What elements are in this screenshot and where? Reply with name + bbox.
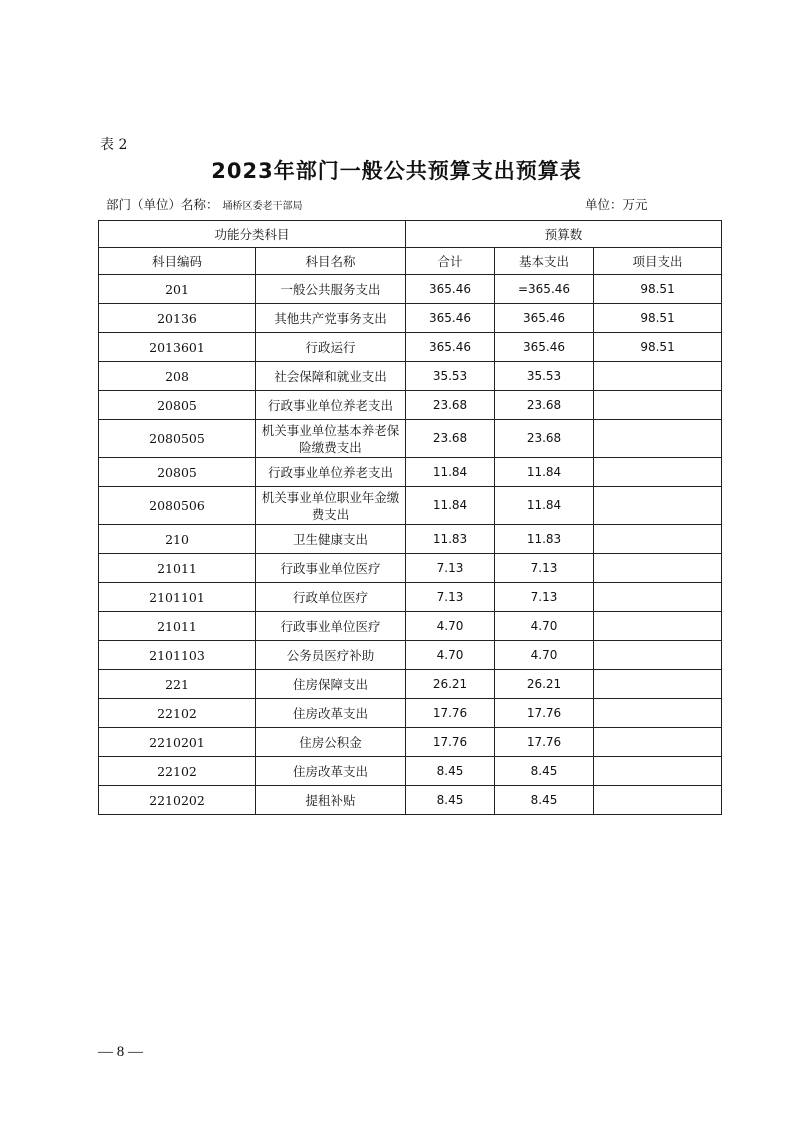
- table-row: [99, 304, 722, 333]
- cell-basic: 8.45: [495, 786, 594, 815]
- cell-basic: 17.76: [495, 699, 594, 728]
- cell-code: 22102: [99, 699, 256, 728]
- table-row: [99, 554, 722, 583]
- header-name: 科目名称: [256, 248, 406, 275]
- cell-name: 提租补贴: [256, 786, 406, 815]
- cell-total: 23.68: [406, 391, 495, 420]
- cell-basic: =365.46: [495, 275, 594, 304]
- cell-total: 4.70: [406, 641, 495, 670]
- cell-name: 行政单位医疗: [256, 583, 406, 612]
- table-label: 表 2: [100, 137, 128, 153]
- cell-name: 卫生健康支出: [256, 525, 406, 554]
- cell-project: [594, 420, 722, 458]
- department-name: 埇桥区委老干部局: [222, 201, 303, 212]
- table-row: [99, 420, 722, 458]
- cell-code: 21011: [99, 554, 256, 583]
- cell-code: 210: [99, 525, 256, 554]
- table-body: [99, 275, 722, 815]
- cell-project: [594, 487, 722, 525]
- table-row: [99, 757, 722, 786]
- table-row: [99, 525, 722, 554]
- cell-total: 23.68: [406, 420, 495, 458]
- table-row: [99, 670, 722, 699]
- table-row: [99, 641, 722, 670]
- cell-total: 11.84: [406, 458, 495, 487]
- table-row: [99, 487, 722, 525]
- header-project: 项目支出: [594, 248, 722, 275]
- cell-basic: 11.83: [495, 525, 594, 554]
- cell-basic: 365.46: [495, 333, 594, 362]
- cell-code: 2101103: [99, 641, 256, 670]
- department-line: [106, 195, 303, 213]
- unit-label: 单位：万元: [585, 197, 648, 212]
- cell-code: 2210201: [99, 728, 256, 757]
- cell-name: 行政事业单位医疗: [256, 554, 406, 583]
- cell-basic: 4.70: [495, 641, 594, 670]
- table-row: [99, 362, 722, 391]
- cell-basic: 35.53: [495, 362, 594, 391]
- cell-project: [594, 525, 722, 554]
- cell-code: 221: [99, 670, 256, 699]
- cell-total: 8.45: [406, 757, 495, 786]
- cell-basic: 7.13: [495, 554, 594, 583]
- cell-basic: 365.46: [495, 304, 594, 333]
- cell-basic: 11.84: [495, 458, 594, 487]
- cell-name: 公务员医疗补助: [256, 641, 406, 670]
- cell-total: 365.46: [406, 304, 495, 333]
- cell-project: 98.51: [594, 304, 722, 333]
- cell-code: 2101101: [99, 583, 256, 612]
- cell-project: 98.51: [594, 333, 722, 362]
- cell-basic: 17.76: [495, 728, 594, 757]
- budget-table: [98, 220, 722, 815]
- header-column-row: [99, 248, 722, 275]
- cell-project: [594, 612, 722, 641]
- cell-code: 2080506: [99, 487, 256, 525]
- cell-project: 98.51: [594, 275, 722, 304]
- cell-project: [594, 391, 722, 420]
- cell-total: 365.46: [406, 333, 495, 362]
- cell-name: 行政事业单位养老支出: [256, 458, 406, 487]
- cell-project: [594, 670, 722, 699]
- header-budget-amount: 预算数: [406, 221, 722, 248]
- table-row: [99, 333, 722, 362]
- cell-name: 行政事业单位养老支出: [256, 391, 406, 420]
- cell-total: 8.45: [406, 786, 495, 815]
- table-row: [99, 699, 722, 728]
- cell-total: 35.53: [406, 362, 495, 391]
- cell-total: 11.84: [406, 487, 495, 525]
- cell-project: [594, 583, 722, 612]
- department-label: 部门（单位）名称：: [106, 197, 219, 212]
- cell-name: 机关事业单位职业年金缴费支出: [256, 487, 406, 525]
- header-functional-classification: 功能分类科目: [99, 221, 406, 248]
- cell-name: 社会保障和就业支出: [256, 362, 406, 391]
- cell-basic: 26.21: [495, 670, 594, 699]
- cell-name: 机关事业单位基本养老保险缴费支出: [256, 420, 406, 458]
- cell-code: 2013601: [99, 333, 256, 362]
- cell-code: 21011: [99, 612, 256, 641]
- cell-total: 365.46: [406, 275, 495, 304]
- cell-name: 一般公共服务支出: [256, 275, 406, 304]
- cell-project: [594, 362, 722, 391]
- cell-code: 20805: [99, 391, 256, 420]
- cell-code: 2210202: [99, 786, 256, 815]
- table-row: [99, 391, 722, 420]
- header-group-row: [99, 221, 722, 248]
- cell-basic: 7.13: [495, 583, 594, 612]
- table-row: [99, 612, 722, 641]
- cell-name: 住房公积金: [256, 728, 406, 757]
- cell-name: 住房改革支出: [256, 757, 406, 786]
- cell-project: [594, 786, 722, 815]
- cell-project: [594, 728, 722, 757]
- page-title: 2023年部门一般公共预算支出预算表: [211, 159, 582, 183]
- cell-total: 17.76: [406, 699, 495, 728]
- cell-name: 住房保障支出: [256, 670, 406, 699]
- header-basic: 基本支出: [495, 248, 594, 275]
- cell-total: 4.70: [406, 612, 495, 641]
- header-code: 科目编码: [99, 248, 256, 275]
- table-row: [99, 583, 722, 612]
- cell-basic: 23.68: [495, 391, 594, 420]
- page-number: — 8 —: [98, 1044, 143, 1060]
- table-row: [99, 728, 722, 757]
- cell-project: [594, 458, 722, 487]
- cell-code: 2080505: [99, 420, 256, 458]
- cell-total: 17.76: [406, 728, 495, 757]
- cell-name: 行政运行: [256, 333, 406, 362]
- cell-total: 7.13: [406, 583, 495, 612]
- cell-basic: 4.70: [495, 612, 594, 641]
- cell-code: 20136: [99, 304, 256, 333]
- cell-basic: 11.84: [495, 487, 594, 525]
- table-row: [99, 275, 722, 304]
- cell-project: [594, 699, 722, 728]
- header-total: 合计: [406, 248, 495, 275]
- cell-name: 行政事业单位医疗: [256, 612, 406, 641]
- cell-project: [594, 554, 722, 583]
- cell-code: 201: [99, 275, 256, 304]
- cell-total: 7.13: [406, 554, 495, 583]
- cell-total: 11.83: [406, 525, 495, 554]
- table-row: [99, 458, 722, 487]
- cell-total: 26.21: [406, 670, 495, 699]
- cell-project: [594, 757, 722, 786]
- cell-code: 208: [99, 362, 256, 391]
- cell-name: 住房改革支出: [256, 699, 406, 728]
- cell-code: 22102: [99, 757, 256, 786]
- cell-basic: 23.68: [495, 420, 594, 458]
- cell-name: 其他共产党事务支出: [256, 304, 406, 333]
- cell-basic: 8.45: [495, 757, 594, 786]
- cell-project: [594, 641, 722, 670]
- table-row: [99, 786, 722, 815]
- cell-code: 20805: [99, 458, 256, 487]
